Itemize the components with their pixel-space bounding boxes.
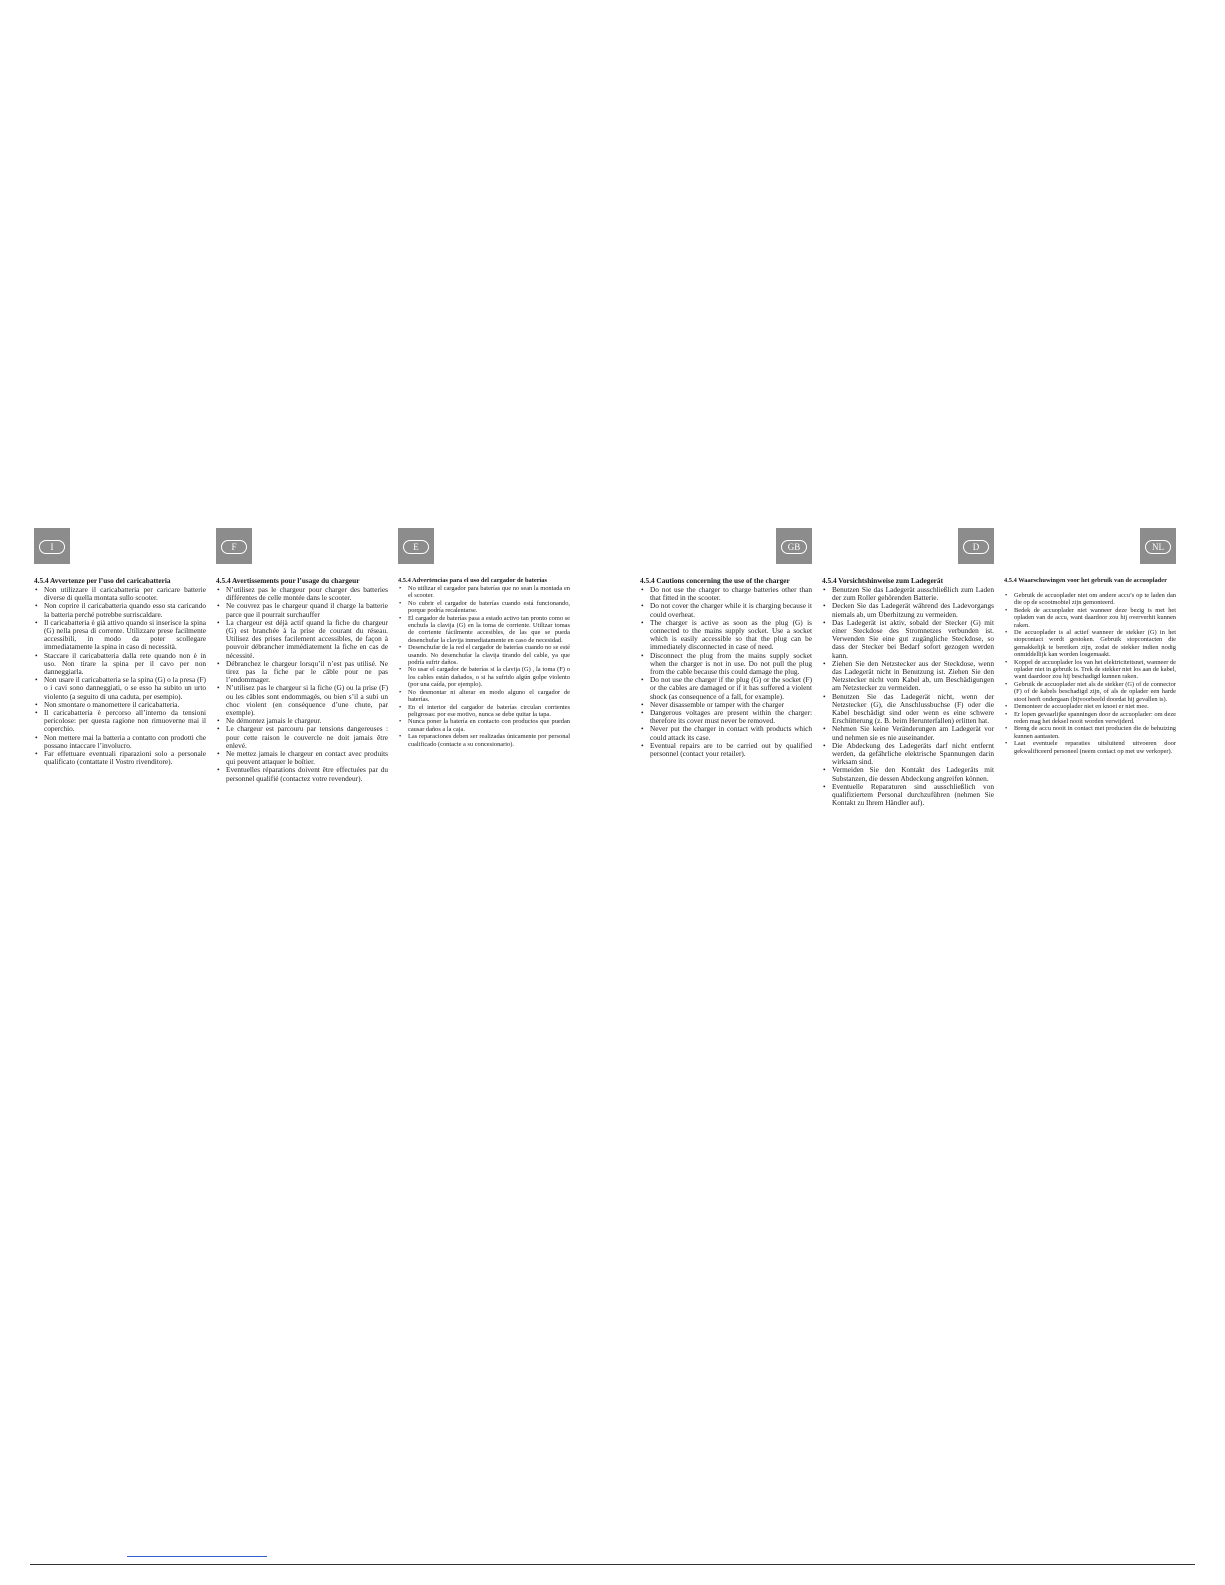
section-title: 4.5.4 Cautions concerning the use of the charger bbox=[640, 576, 790, 585]
list-item: • Never disassemble or tamper with the charger bbox=[640, 701, 812, 709]
language-code-badge: GB bbox=[781, 540, 807, 554]
section-title: 4.5.4 Avertissements pour l’usage du chargeur bbox=[216, 576, 360, 585]
caution-list bbox=[398, 585, 570, 748]
list-item: • Das Ladegerät ist aktiv, sobald der Stecker (G) mit einer Steckdose des Stromnetzes verbunden ist. Verwenden Sie eine gut zugängliche Steckdose, so dass der Stecker bei Bedarf sofort gezogen werden kann. bbox=[822, 619, 994, 660]
list-item: • Eventuelle Reparaturen sind ausschließlich von qualifiziertem Personal durchzuführen (nehmen Sie Kontakt zu Ihrem Händler auf). bbox=[822, 783, 994, 808]
list-item: • No usar el cargador de baterías si la clavija (G) , la toma (F) o los cables están dañados, o si ha sufrido algún golpe violento (por una caída, por ejemplo). bbox=[398, 666, 570, 688]
list-item: • Koppel de accuoplader los van het elektriciteitsnet, wanneer de oplader niet in gebruik is. Trek de stekker niet los aan de kabel, want daardoor zou hij beschadigd kunnen raken. bbox=[1004, 659, 1176, 681]
section-title: 4.5.4 Advertencias para el uso del cargador de baterías bbox=[398, 577, 547, 584]
list-item: • Die Abdeckung des Ladegeräts darf nicht entfernt werden, da gefährliche elektrische Spannungen darin wirksam sind. bbox=[822, 742, 994, 767]
list-item: • Decken Sie das Ladegerät während des Ladevorgangs niemals ab, um Überhitzung zu vermeiden. bbox=[822, 602, 994, 618]
language-tab-german bbox=[958, 528, 994, 564]
language-code-badge: D bbox=[963, 540, 989, 554]
list-item: • The charger is active as soon as the plug (G) is connected to the mains supply socket. Use a socket which is easily accessible so that the plug can be immediately disconnected in case of need. bbox=[640, 619, 812, 652]
list-item: • No desmontar ni alterar en modo alguno el cargador de baterías. bbox=[398, 689, 570, 704]
list-item: • Vermeiden Sie den Kontakt des Ladegeräts mit Substanzen, die dessen Abdeckung angreifen können. bbox=[822, 766, 994, 782]
list-item: • Gebruik de accuoplader niet als de stekker (G) of de connector (F) of de kabels beschadigd zijn, of als de oplader een harde stoot heeft ondergaan (bijvoorbeeld doordat hij gevallen is). bbox=[1004, 681, 1176, 703]
list-item: • Non mettere mai la batteria a contatto con prodotti che possano intaccare l’involucro. bbox=[34, 734, 206, 750]
language-code-badge: F bbox=[221, 540, 247, 554]
list-item: • Far effettuare eventuali riparazioni solo a personale qualificato (contattate il Vostro rivenditore). bbox=[34, 750, 206, 766]
list-item: • En el interior del cargador de baterías circulan corrientes peligrosas: por ese motivo, nunca se debe quitar la tapa. bbox=[398, 704, 570, 719]
list-item: • Benutzen Sie das Ladegerät ausschließlich zum Laden der zum Roller gehörenden Batterie. bbox=[822, 586, 994, 602]
caution-list bbox=[34, 586, 206, 766]
list-item: • Non utilizzare il caricabatteria per caricare batterie diverse di quella montata sullo scooter. bbox=[34, 586, 206, 602]
list-item: • Le chargeur est parcouru par tensions dangereuses : pour cette raison le couvercle ne doit jamais être enlevé. bbox=[216, 725, 388, 750]
list-item: • Ziehen Sie den Netzstecker aus der Steckdose, wenn das Ladegerät nicht in Benutzung ist. Ziehen Sie den Netzstecker nicht vom Kabel ab, um Beschädigungen am Netzstecker zu vermeiden. bbox=[822, 660, 994, 693]
list-item: • El cargador de baterías pasa a estado activo tan pronto como se enchufa la clavija (G) en la toma de corriente. Utilizar tomas de corriente fácilmente accesibles, de las que se pueda desenchufar la clavija inmediatamente en caso de necesidad. bbox=[398, 615, 570, 645]
list-item: • Demonteer de accuoplader niet en knoei er niet mee. bbox=[1004, 703, 1176, 710]
language-code-badge: NL bbox=[1145, 540, 1171, 554]
list-item: • Disconnect the plug from the mains supply socket when the charger is not in use. Do not pull the plug from the cable because this could damage the plug. bbox=[640, 652, 812, 677]
bottom-link-underline bbox=[127, 1556, 267, 1557]
section-title: 4.5.4 Vorsichtshinweise zum Ladegerät bbox=[822, 576, 944, 585]
list-item: • Nehmen Sie keine Veränderungen am Ladegerät vor und nehmen sie es nie auseinander. bbox=[822, 725, 994, 741]
caution-list bbox=[216, 586, 388, 783]
language-tab-italian bbox=[34, 528, 70, 564]
list-item: • Dangerous voltages are present within the charger: therefore its cover must never be removed. bbox=[640, 709, 812, 725]
list-item: • Staccare il caricabatteria dalla rete quando non è in uso. Non tirare la spina per il cavo per non danneggiarla. bbox=[34, 652, 206, 677]
list-item: • La chargeur est déjà actif quand la fiche du chargeur (G) est branchée à la prise de courant du réseau. Utilisez des prises facilement accessibles, de façon à pouvoir débrancher immédiatement la fiche en cas de nécessité. bbox=[216, 619, 388, 660]
list-item: • Ne mettez jamais le chargeur en contact avec produits qui peuvent attaquer le boîtier. bbox=[216, 750, 388, 766]
list-item: • Gebruik de accuoplader niet om andere accu’s op te laden dan die op de scootmobiel zijn gemonteerd. bbox=[1004, 592, 1176, 607]
list-item: • Il caricabatteria è già attivo quando si inserisce la spina (G) nella presa di corrente. Utilizzare prese facilmente accessibili, in modo da poter scollegare immediatamente la spina in caso di necessità. bbox=[34, 619, 206, 652]
list-item: • Do not cover the charger while it is charging because it could overheat. bbox=[640, 602, 812, 618]
language-code-badge: I bbox=[39, 540, 65, 554]
list-item: • Er lopen gevaarlijke spanningen door de accuoplader: om deze reden mag het deksel nooit worden verwijderd. bbox=[1004, 711, 1176, 726]
list-item: • Eventuelles réparations doivent être effectuées par du personnel qualifié (contactez votre revendeur). bbox=[216, 766, 388, 782]
list-item: • Bedek de accuoplader niet wanneer deze bezig is met het opladen van de accu, want daardoor zou hij oververhit kunnen raken. bbox=[1004, 607, 1176, 629]
language-code-badge: E bbox=[403, 540, 429, 554]
list-item: • Do not use the charger to charge batteries other than that fitted in the scooter. bbox=[640, 586, 812, 602]
list-item: • Ne couvrez pas le chargeur quand il charge la batterie parce que il pourrait surchauffer bbox=[216, 602, 388, 618]
list-item: • Débranchez le chargeur lorsqu’il n’est pas utilisé. Ne tirez pas la fiche par le câble pour ne pas l’endommager. bbox=[216, 660, 388, 685]
bottom-divider bbox=[30, 1564, 1195, 1565]
list-item: • No utilizar el cargador para baterías que no sean la montada en el scooter. bbox=[398, 585, 570, 600]
caution-list bbox=[640, 586, 812, 758]
list-item: • Never put the charger in contact with products which could attack its case. bbox=[640, 725, 812, 741]
list-item: • Nunca poner la batería en contacto con productos que puedan causar daños a la caja. bbox=[398, 718, 570, 733]
section-title: 4.5.4 Avvertenze per l’uso del caricabatteria bbox=[34, 576, 171, 585]
list-item: • No cubrir el cargador de baterías cuando está funcionando, porque podría recalentarse. bbox=[398, 600, 570, 615]
language-tab-dutch bbox=[1140, 528, 1176, 564]
list-item: • Ne démontez jamais le chargeur. bbox=[216, 717, 388, 725]
list-item: • Desenchufar de la red el cargador de baterías cuando no se esté usando. No desenchufar la clavija tirando del cable, ya que podría sufrir daños. bbox=[398, 644, 570, 666]
list-item: • Non usare il caricabatteria se la spina (G) o la presa (F) o i cavi sono danneggiati, o se esso ha subito un urto violento (a seguito di una caduta, per esempio). bbox=[34, 676, 206, 701]
caution-list bbox=[822, 586, 994, 807]
list-item: • Eventual repairs are to be carried out by qualified personnel (contact your retailer). bbox=[640, 742, 812, 758]
caution-list bbox=[1004, 592, 1176, 755]
list-item: • Las reparaciones deben ser realizadas únicamente por personal cualificado (contacte a su concesionario). bbox=[398, 733, 570, 748]
list-item: • Benutzen Sie das Ladegerät nicht, wenn der Netzstecker (G), die Anschlussbuchse (F) oder die Kabel beschädigt sind oder wenn es eine schwere Erschütterung (z. B. beim Herunterfallen) erlitten hat. bbox=[822, 693, 994, 726]
list-item: • N’utilisez pas le chargeur pour charger des batteries différentes de celle montée dans le scooter. bbox=[216, 586, 388, 602]
language-tab-spanish bbox=[398, 528, 434, 564]
list-item: • Non smontare o manomettere il caricabatteria. bbox=[34, 701, 206, 709]
list-item: • Laat eventuele reparaties uitsluitend uitvoeren door gekwalificeerd personeel (neem contact op met uw verkoper). bbox=[1004, 740, 1176, 755]
language-tab-english bbox=[776, 528, 812, 564]
list-item: • Do not use the charger if the plug (G) or the socket (F) or the cables are damaged or if it has suffered a violent shock (as consequence of a fall, for example). bbox=[640, 676, 812, 701]
list-item: • De accuoplader is al actief wanneer de stekker (G) in het stopcontact wordt gestoken. Gebruik stopcontacten die gemakkelijk te bereiken zijn, zodat de stekker indien nodig onmiddellijk kan worden losgemaakt. bbox=[1004, 629, 1176, 659]
list-item: • Breng de accu nooit in contact met producten die de behuizing kunnen aantasten. bbox=[1004, 725, 1176, 740]
language-tab-french bbox=[216, 528, 252, 564]
list-item: • Il caricabatteria è percorso all’interno da tensioni pericolose: per questa ragione non rimuoverne mai il coperchio. bbox=[34, 709, 206, 734]
section-title: 4.5.4 Waarschuwingen voor het gebruik van de accuoplader bbox=[1004, 577, 1167, 584]
list-item: • Non coprire il caricabatteria quando esso sta caricando la batteria perché potrebbe surriscaldare. bbox=[34, 602, 206, 618]
list-item: • N’utilisez pas le chargeur si la fiche (G) ou la prise (F) ou les câbles sont endommagés, ou bien s’il a subi un choc violent (en conséquence d’une chute, par exemple). bbox=[216, 684, 388, 717]
